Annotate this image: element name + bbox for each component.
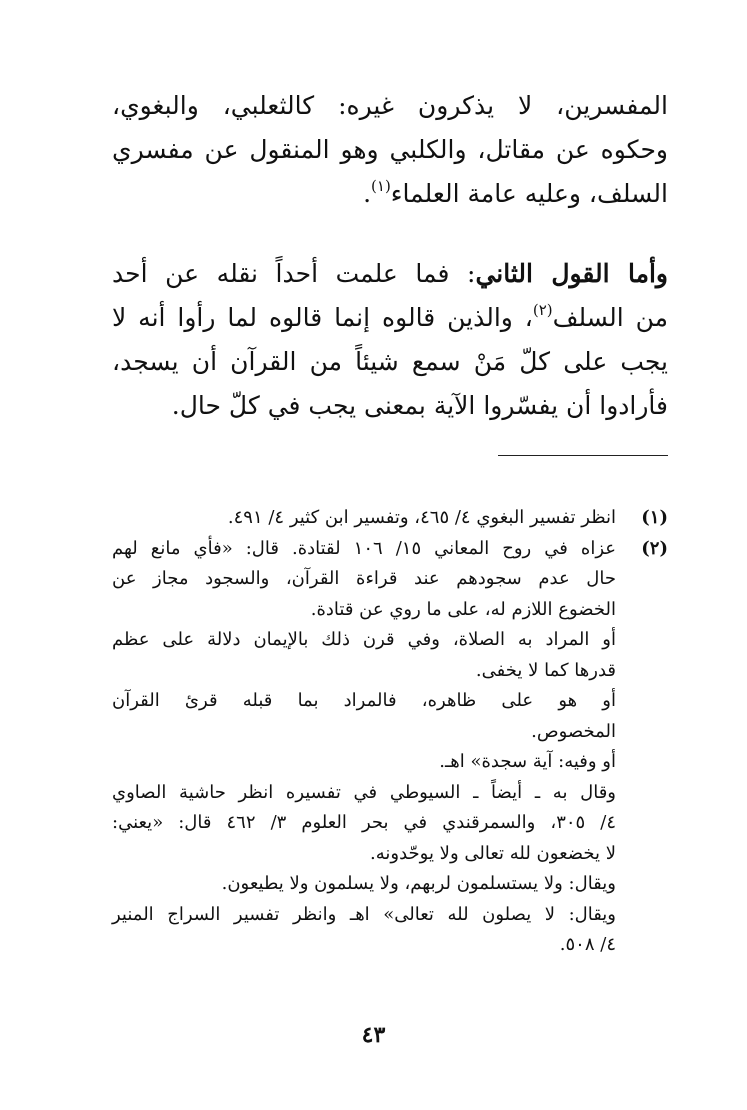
footnote-line: ٤/ ٥٠٨. [559, 934, 616, 955]
footnote-line: المخصوص. [531, 720, 616, 742]
paragraph-line: فأرادوا أن يفسّروا الآية بمعنى يجب في كلّ حال. [171, 391, 668, 420]
footnote-line: عزاه في روح المعاني ١٥/ ١٠٦ لقتادة. قال: «فأي مانع لهم [112, 537, 616, 559]
footnote-line: ٤/ ٣٠٥، والسمرقندي في بحر العلوم ٣/ ٤٦٢ قال: «يعني: [112, 812, 616, 833]
footnote-line: حال عدم سجودهم عند قراءة القرآن، والسجود مجاز عن [112, 568, 616, 589]
footnote-number: (١) [641, 507, 668, 528]
paragraph-text: السلف، وعليه عامة العلماء [390, 179, 668, 208]
footnote-line: قدرها كما لا يخفى. [475, 659, 616, 681]
paragraph-line: يجب على كلّ مَنْ سمع شيئاً من القرآن أن يسجد، [112, 347, 668, 376]
paragraph-1 [112, 84, 668, 216]
paragraph-end: . [363, 179, 372, 208]
footnote-line: أو وفيه: آية سجدة» اهـ. [439, 751, 616, 772]
footnote-ref[interactable]: (٢) [532, 300, 553, 319]
paragraph-text: : فما علمت أحداً نقله عن أحد [112, 259, 476, 288]
footnote-line: أو المراد به الصلاة، وفي قرن ذلك بالإيمان دلالة على عظم [112, 629, 616, 650]
footnote [112, 534, 668, 961]
footnote-ref[interactable]: (١) [371, 176, 391, 195]
footnote-line: الخضوع اللازم له، على ما روي عن قتادة. [310, 598, 616, 620]
paragraph-line: المفسرين، لا يذكرون غيره: كالثعلبي، والبغوي، [112, 91, 668, 120]
footnote-number: (٢) [641, 537, 668, 559]
paragraph-line [112, 252, 668, 296]
footnotes [112, 503, 668, 961]
footnote-line: انظر تفسير البغوي ٤/ ٤٦٥، وتفسير ابن كثير ٤/ ٤٩١. [227, 507, 616, 528]
page-number: ٤٣ [361, 1022, 386, 1048]
footnote [112, 503, 668, 534]
section-lead: وأما القول الثاني [475, 259, 668, 288]
footnote-line: ويقال: ولا يستسلمون لربهم، ولا يسلمون ولا يطيعون. [221, 873, 616, 894]
paragraph-2 [112, 252, 668, 428]
paragraph-text: ، والذين قالوه إنما قالوه لما رأوا أنه لا [112, 303, 533, 332]
paragraph-line [112, 172, 668, 216]
footnote-line: لا يخضعون لله تعالى ولا يوحّدونه. [370, 842, 616, 864]
paragraph-text: من السلف [552, 303, 668, 332]
paragraph-line [112, 296, 668, 340]
footnote-separator [498, 455, 668, 456]
footnote-line: أو هو على ظاهره، فالمراد بما قبله قرئ القرآن [112, 690, 616, 711]
footnote-line: ويقال: لا يصلون لله تعالى» اهـ وانظر تفسير السراج المنير [112, 903, 616, 925]
paragraph-line: وحكوه عن مقاتل، والكلبي وهو المنقول عن مفسري [112, 135, 668, 164]
footnote-line: وقال به ـ أيضاً ـ السيوطي في تفسيره انظر حاشية الصاوي [112, 781, 616, 803]
